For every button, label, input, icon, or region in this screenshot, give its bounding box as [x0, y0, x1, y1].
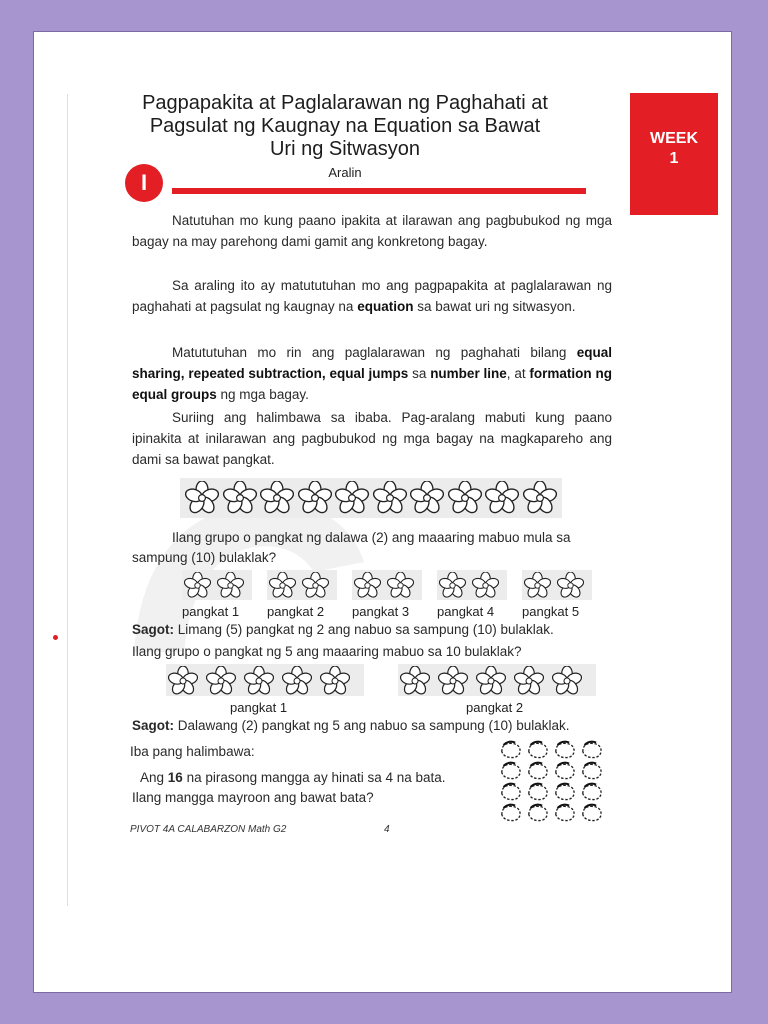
- document-page: [33, 31, 732, 993]
- flower-icon: [282, 666, 312, 696]
- example-3-text-b: na pirasong mangga ay hinati sa 4 na bata. Ilang mangga mayroon ang bawat bata?: [132, 770, 446, 805]
- flower-icon: [244, 666, 274, 696]
- lesson-marker: I: [125, 164, 163, 202]
- title-line-1: Pagpapakita at Paglalarawan ng Paghahati at: [142, 92, 548, 114]
- flower-icon: [269, 572, 296, 599]
- flower-icon: [217, 572, 244, 599]
- title-line-3: Uri ng Sitwasyon: [269, 138, 421, 160]
- flower-icon: [514, 666, 544, 696]
- example-2-answer-label: Sagot:: [132, 718, 174, 733]
- title-line-2: Pagsulat ng Kaugnay na Equation sa Bawat: [149, 115, 541, 137]
- flower-icon: [524, 572, 551, 599]
- flower-icon: [185, 481, 219, 515]
- example-2-label-1: pangkat 1: [230, 700, 288, 715]
- margin-rule: [67, 94, 68, 906]
- week-label: WEEK: [650, 130, 698, 147]
- example-1-answer-label: Sagot:: [132, 622, 174, 637]
- flower-icon: [335, 481, 369, 515]
- flower-icon: [400, 666, 430, 696]
- flower-icon: [298, 481, 332, 515]
- flower-icon: [557, 572, 584, 599]
- paragraph-4-text: Suriing ang halimbawa sa ibaba. Pag-aralang mabuti kung paano ipinakita at inilarawan ang pagbubukod ng mga bagay na magkapareho ang dami sa bawat pangkat.: [132, 410, 612, 467]
- flower-icon: [472, 572, 499, 599]
- flower-icon: [168, 666, 198, 696]
- example-1-group-label: pangkat 5: [522, 604, 580, 619]
- flower-icon: [387, 572, 414, 599]
- paragraph-2: [132, 275, 612, 317]
- flower-icon: [410, 481, 444, 515]
- paragraph-2-bold-equation: equation: [357, 299, 414, 314]
- flower-icon: [206, 666, 236, 696]
- example-3-heading: Iba pang halimbawa:: [130, 744, 255, 759]
- example-1-group-label: pangkat 2: [267, 604, 325, 619]
- mango-icon: [552, 803, 578, 828]
- example-3-text-a: Ang: [140, 770, 165, 785]
- example-2-answer-text: Dalawang (2) pangkat ng 5 ang nabuo sa sampung (10) bulaklak.: [177, 718, 570, 733]
- example-2-answer: [132, 716, 712, 736]
- paragraph-1-text: Natutuhan mo kung paano ipakita at ilarawan ang pagbubukod ng mga bagay na may parehong dami gamit ang konkretong bagay.: [132, 213, 612, 249]
- example-1-group-label: pangkat 3: [352, 604, 410, 619]
- title-underline-bar: [172, 188, 586, 194]
- paragraph-2-text-c: sa bawat uri ng sitwasyon.: [417, 299, 576, 314]
- mango-icon: [525, 803, 551, 828]
- flower-icon: [476, 666, 506, 696]
- paragraph-3-text-g: ng mga bagay.: [220, 387, 309, 402]
- paragraph-1: [132, 210, 612, 252]
- margin-dot: [53, 635, 58, 640]
- flower-icon: [373, 481, 407, 515]
- subtitle-aralin: Aralin: [328, 165, 362, 180]
- paragraph-3-text-a: Matututuhan mo rin ang paglalarawan ng paghahati bilang: [172, 345, 567, 360]
- footer-source: PIVOT 4A CALABARZON Math G2: [130, 824, 287, 835]
- example-3-number: 16: [167, 770, 183, 785]
- flower-icon: [184, 572, 211, 599]
- footer-page-number: 4: [384, 824, 390, 835]
- example-2-question: Ilang grupo o pangkat ng 5 ang maaaring mabuo sa 10 bulaklak?: [132, 644, 522, 659]
- mango-icon: [498, 803, 524, 828]
- example-1-answer: [132, 620, 692, 640]
- flower-icon: [485, 481, 519, 515]
- flower-icon: [354, 572, 381, 599]
- paragraph-3-text-e: , at: [506, 366, 526, 381]
- paragraph-2-text-a: Sa araling ito ay matututuhan mo ang pagpapakita at paglalarawan ng paghahati at pagsulat ng kaugnay na: [132, 278, 612, 314]
- example-2-label-2: pangkat 2: [466, 700, 524, 715]
- page-title: [120, 92, 570, 161]
- paragraph-3: [132, 342, 612, 405]
- week-badge: [630, 93, 718, 215]
- flower-icon: [523, 481, 557, 515]
- paragraph-3-bold-groups: formation ng equal groups: [132, 366, 612, 402]
- paragraph-4: [132, 407, 612, 470]
- example-1-group-label: pangkat 4: [437, 604, 495, 619]
- mango-icon: [579, 803, 605, 828]
- example-1-question-text: Ilang grupo o pangkat ng dalawa (2) ang maaaring mabuo mula sa sampung (10) bulaklak?: [132, 530, 571, 565]
- flower-icon: [439, 572, 466, 599]
- flower-icon: [438, 666, 468, 696]
- flower-icon: [320, 666, 350, 696]
- example-1-question: [132, 528, 612, 568]
- paragraph-3-bold-number-line: number line: [430, 366, 507, 381]
- flower-icon: [302, 572, 329, 599]
- flower-icon: [223, 481, 257, 515]
- paragraph-3-text-c: sa: [412, 366, 427, 381]
- flower-icon: [448, 481, 482, 515]
- paragraph-3-bold-terms: equal sharing, repeated subtraction, equal jumps: [132, 345, 612, 381]
- week-number: 1: [669, 150, 679, 167]
- flower-icon: [260, 481, 294, 515]
- example-1-group-label: pangkat 1: [182, 604, 240, 619]
- flower-icon: [552, 666, 582, 696]
- example-1-answer-text: Limang (5) pangkat ng 2 ang nabuo sa sampung (10) bulaklak.: [177, 622, 554, 637]
- example-3-text: [132, 768, 472, 808]
